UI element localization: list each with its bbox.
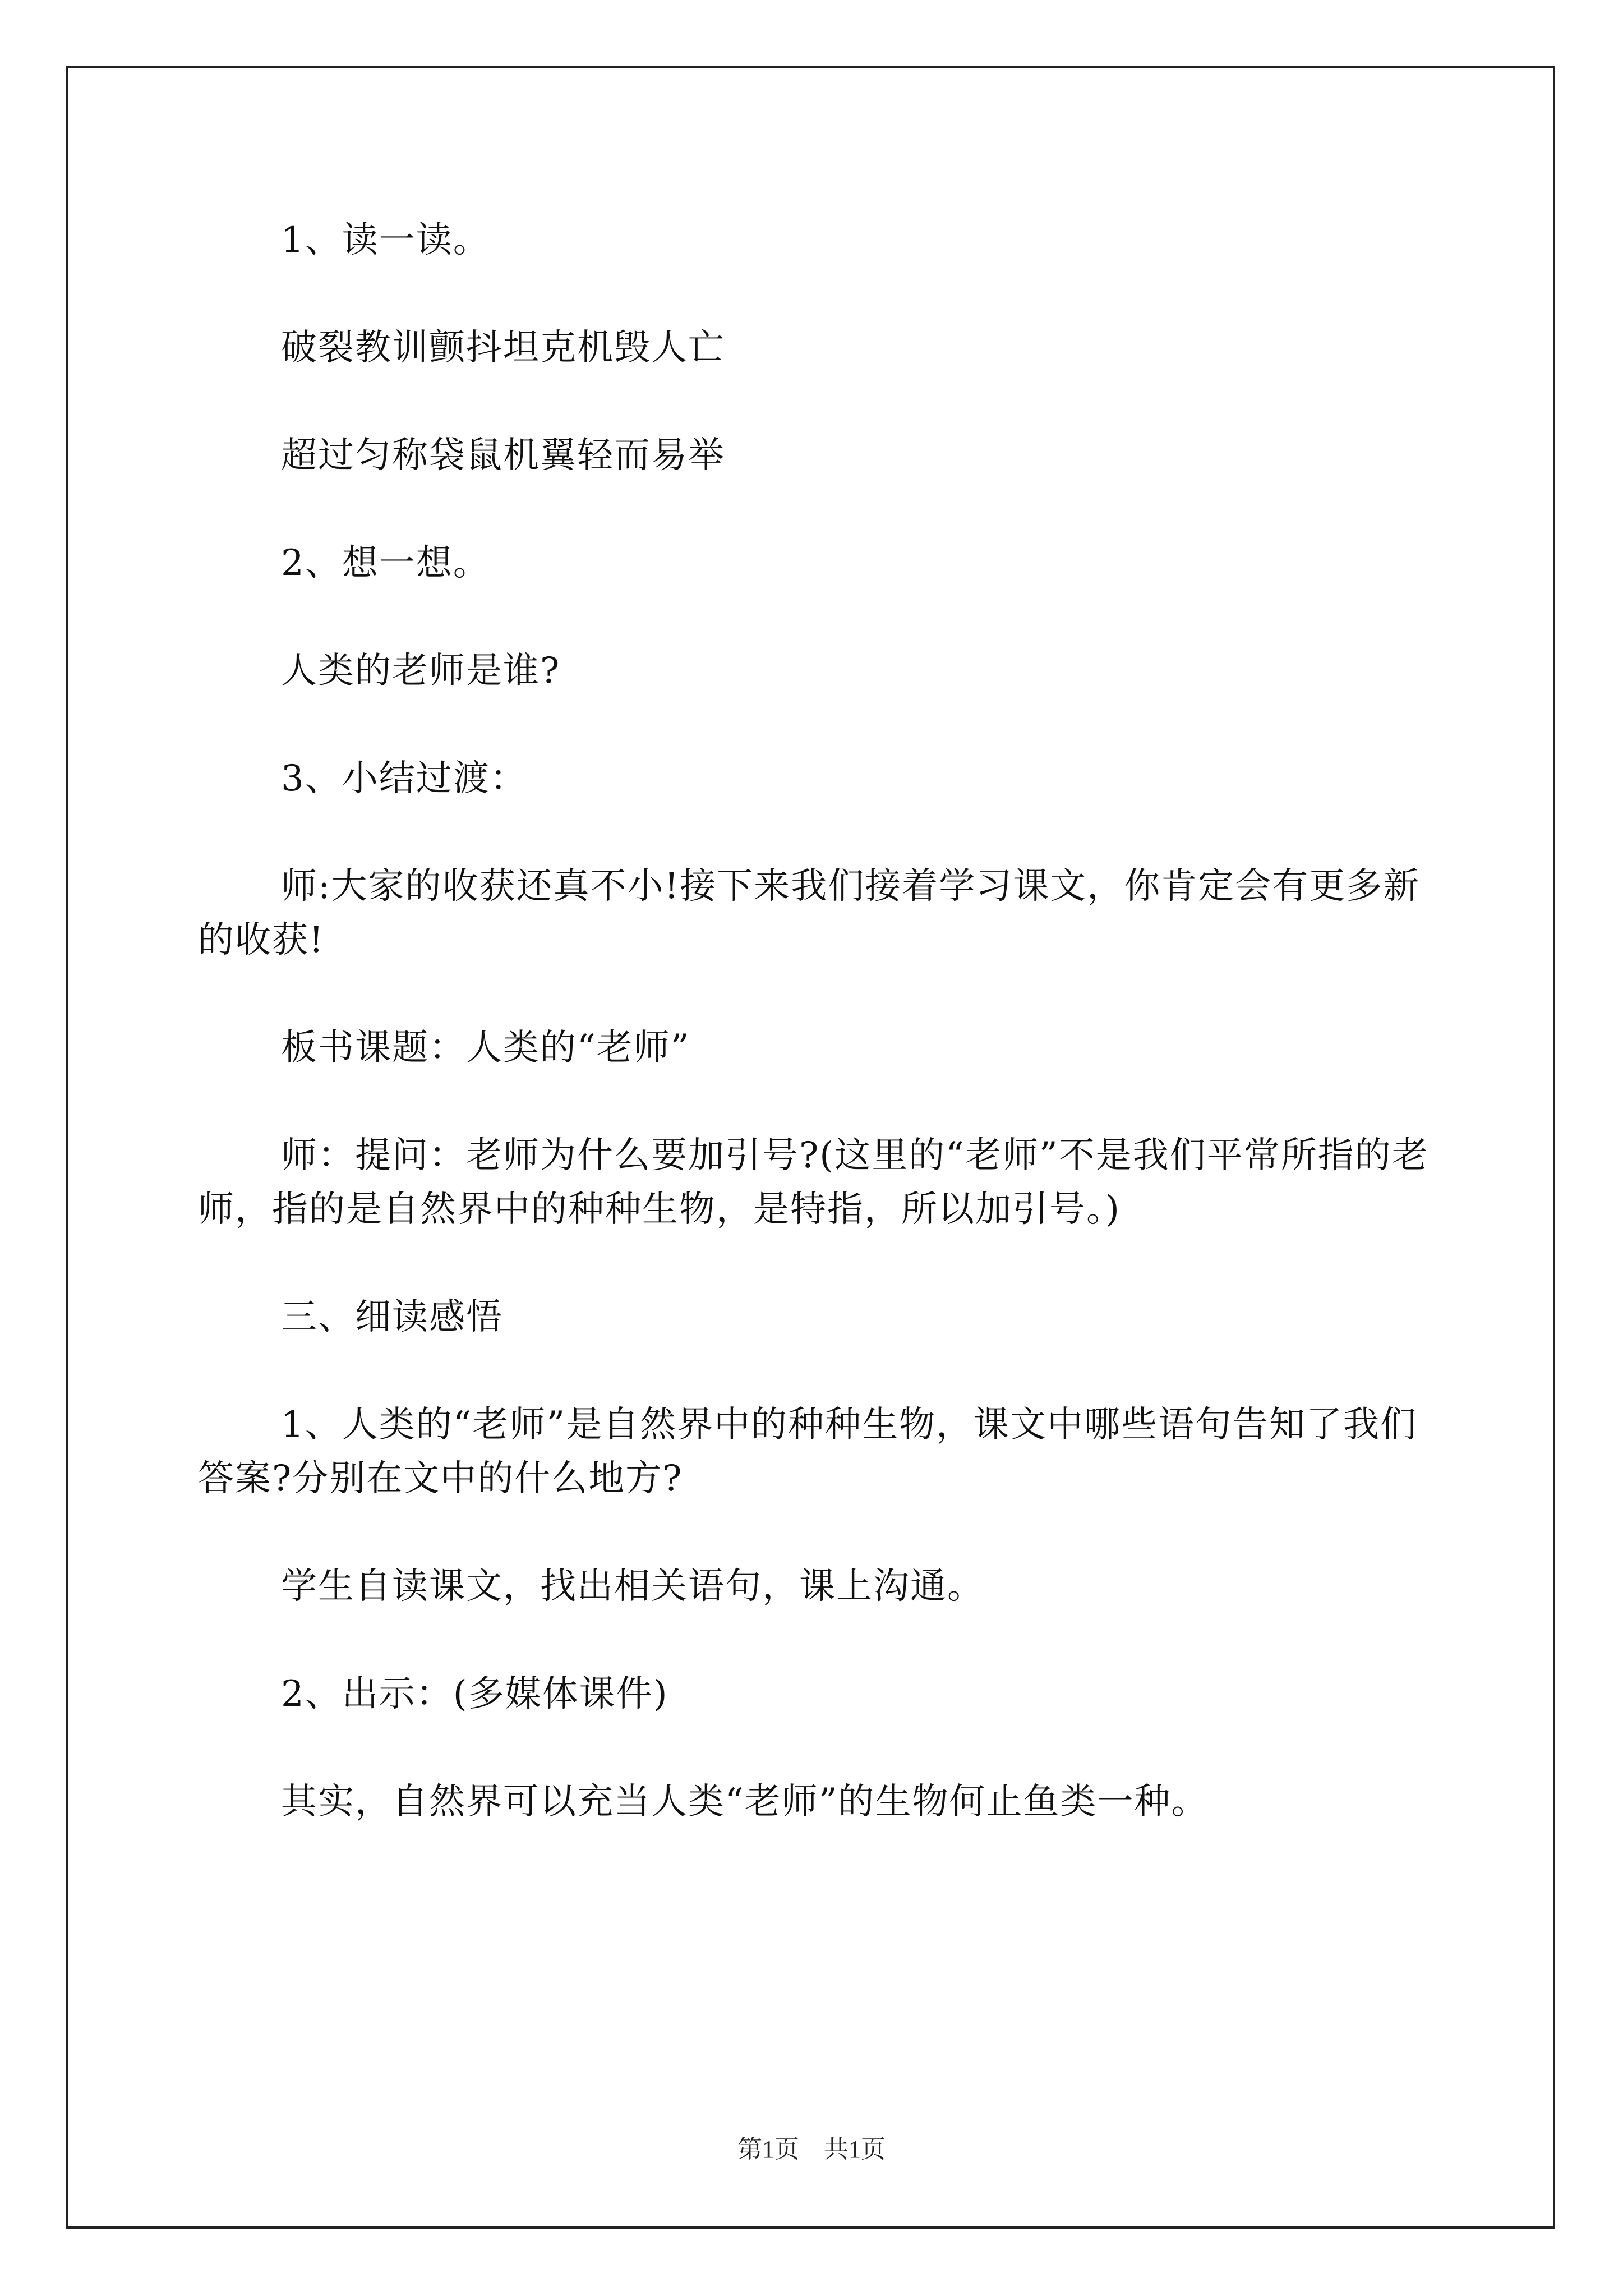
paragraph-10: 三、细读感悟 — [281, 1296, 503, 1338]
paragraph-1: 1、读一读。 — [281, 219, 490, 261]
paragraph-13: 2、出示：(多媒体课件) — [281, 1673, 668, 1715]
page-footer: 第1页 共1页 — [737, 2136, 886, 2163]
paragraph-12: 学生自读课文，找出相关语句，课上沟通。 — [281, 1566, 984, 1607]
paragraph-11: 1、人类的“老师”是自然界中的种种生物，课文中哪些语句告知了我们答案?分别在文中的什么地方? — [198, 1404, 1418, 1499]
paragraph-3: 超过匀称袋鼠机翼轻而易举 — [281, 435, 725, 476]
paragraph-6: 3、小结过渡： — [281, 758, 527, 799]
document-body — [198, 213, 1437, 1883]
paragraph-5: 人类的老师是谁? — [281, 650, 561, 692]
paragraph-9: 师：提问：老师为什么要加引号?(这里的“老师”不是我们平常所指的老师，指的是自然界中的种种生物，是特指，所以加引号。) — [198, 1135, 1429, 1230]
paragraph-2: 破裂教训颤抖坦克机毁人亡 — [281, 327, 725, 369]
paragraph-7: 师:大家的收获还真不小!接下来我们接着学习课文，你肯定会有更多新的收获! — [198, 866, 1421, 961]
paragraph-8: 板书课题：人类的“老师” — [281, 1027, 690, 1069]
paragraph-4: 2、想一想。 — [281, 542, 490, 584]
paragraph-14: 其实，自然界可以充当人类“老师”的生物何止鱼类一种。 — [281, 1781, 1209, 1823]
